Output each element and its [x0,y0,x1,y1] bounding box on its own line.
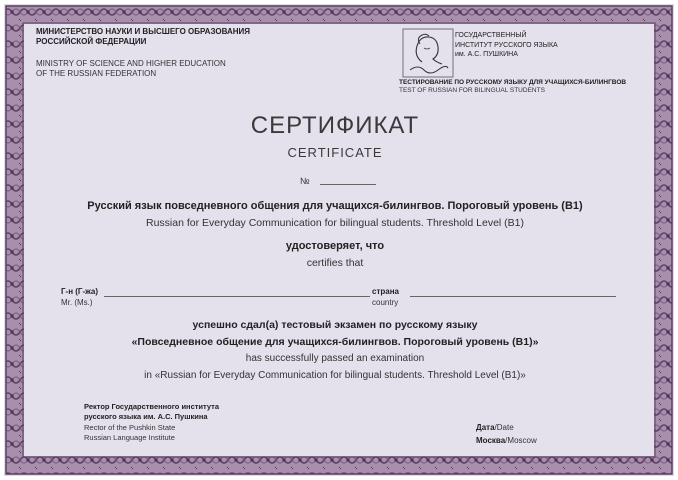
country-label-ru: страна [372,287,399,296]
certificate-title-en: CERTIFICATE [287,145,383,160]
test-name-ru: ТЕСТИРОВАНИЕ ПО РУССКОМУ ЯЗЫКУ ДЛЯ УЧАЩИХСЯ-БИЛИНГВОВ [399,79,627,86]
passed-text-en: has successfully passed an examination [245,353,425,364]
country-label-en: country [372,298,399,307]
institute-name: ГОСУДАРСТВЕННЫЙ ИНСТИТУТ РУССКОГО ЯЗЫКА им. А.С. ПУШКИНА [455,32,558,58]
city-label: Москва/Moscow [476,436,537,445]
exam-title-ru: «Повседневное общение для учащихся-билингвов. Пороговый уровень (В1)» [131,336,539,348]
level-title-en: Russian for Everyday Communication for bilingual students. Threshold Level (B1) [146,217,524,229]
date-label: Дата/Date [476,423,514,432]
holder-label-ru: Г-н (Г-жа) [61,287,98,296]
ministry-name-en: MINISTRY OF SCIENCE AND HIGHER EDUCATION OF THE RUSSIAN FEDERATION [36,59,226,78]
certifies-text-ru: удостоверяет, что [285,240,385,252]
passed-text-ru: успешно сдал(а) тестовый экзамен по русскому языку [192,319,478,331]
certificate-title-ru: СЕРТИФИКАТ [250,112,420,139]
rector-title-en: Rector of the Pushkin State Russian Language Institute [84,423,176,442]
country-line [410,296,616,297]
rector-title-ru: Ректор Государственного института русского языка им. А.С. Пушкина [84,402,220,421]
level-title-ru: Русский язык повседневного общения для учащихся-билингвов. Пороговый уровень (В1) [87,200,583,212]
certificate-number-line [320,184,376,185]
pushkin-portrait-logo [402,28,454,78]
holder-name-line [104,296,370,297]
holder-label-en: Mr. (Ms.) [61,298,93,307]
ministry-name-ru: МИНИСТЕРСТВО НАУКИ И ВЫСШЕГО ОБРАЗОВАНИЯ РОССИЙСКОЙ ФЕДЕРАЦИИ [36,27,251,46]
exam-title-en: in «Russian for Everyday Communication for bilingual students. Threshold Level (B1)» [144,370,526,381]
certificate-number-label: № [300,176,310,186]
certifies-text-en: certifies that [306,257,364,269]
test-name-en: TEST OF RUSSIAN FOR BILINGUAL STUDENTS [399,87,545,94]
